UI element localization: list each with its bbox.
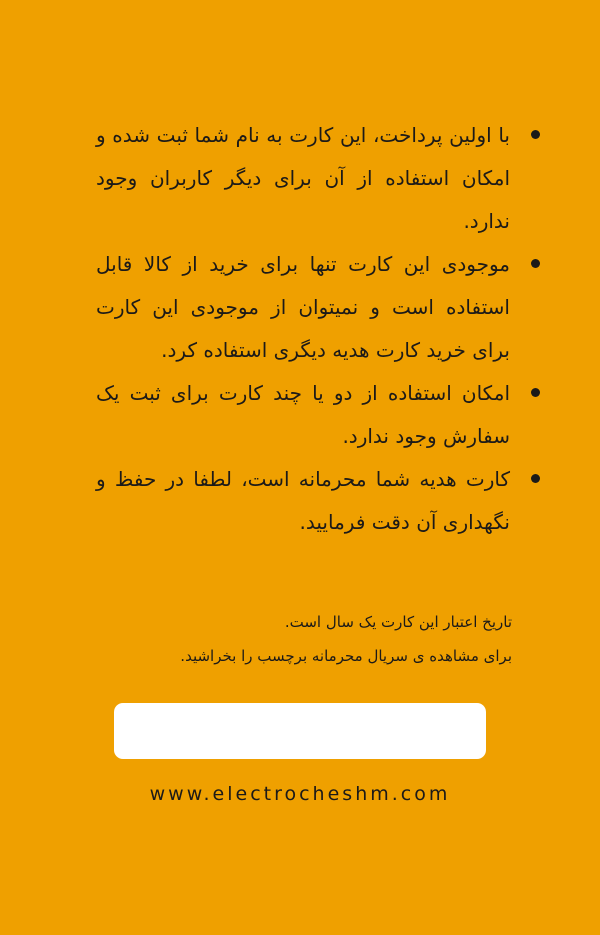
bullet-icon bbox=[531, 259, 540, 268]
validity-note: تاریخ اعتبار این کارت یک سال است. bbox=[284, 613, 512, 631]
notes bbox=[92, 612, 512, 666]
term-text: امکان استفاده از دو یا چند کارت برای ثبت یک سفارش وجود ندارد. bbox=[96, 381, 510, 448]
term-item bbox=[96, 243, 542, 372]
terms-list bbox=[96, 114, 542, 544]
term-text: موجودی این کارت تنها برای خرید از کالا قابل استفاده است و نمیتوان از موجودی این کارت برای خرید کارت هدیه دیگری استفاده کرد. bbox=[96, 252, 510, 362]
scratch-serial-panel[interactable] bbox=[114, 703, 486, 759]
bullet-icon bbox=[531, 130, 540, 139]
bullet-icon bbox=[531, 388, 540, 397]
bullet-icon bbox=[531, 474, 540, 483]
term-item bbox=[96, 114, 542, 243]
term-text: کارت هدیه شما محرمانه است، لطفا در حفظ و نگهداری آن دقت فرمایید. bbox=[96, 467, 510, 534]
term-item bbox=[96, 372, 542, 458]
term-text: با اولین پرداخت، این کارت به نام شما ثبت شده و امکان استفاده از آن برای دیگر کاربران وجود ندارد. bbox=[96, 123, 510, 233]
website-url: www.electrocheshm.com bbox=[149, 783, 451, 805]
term-item bbox=[96, 458, 542, 544]
serial-hint-note: برای مشاهده ی سریال محرمانه برچسب را بخراشید. bbox=[180, 647, 512, 665]
